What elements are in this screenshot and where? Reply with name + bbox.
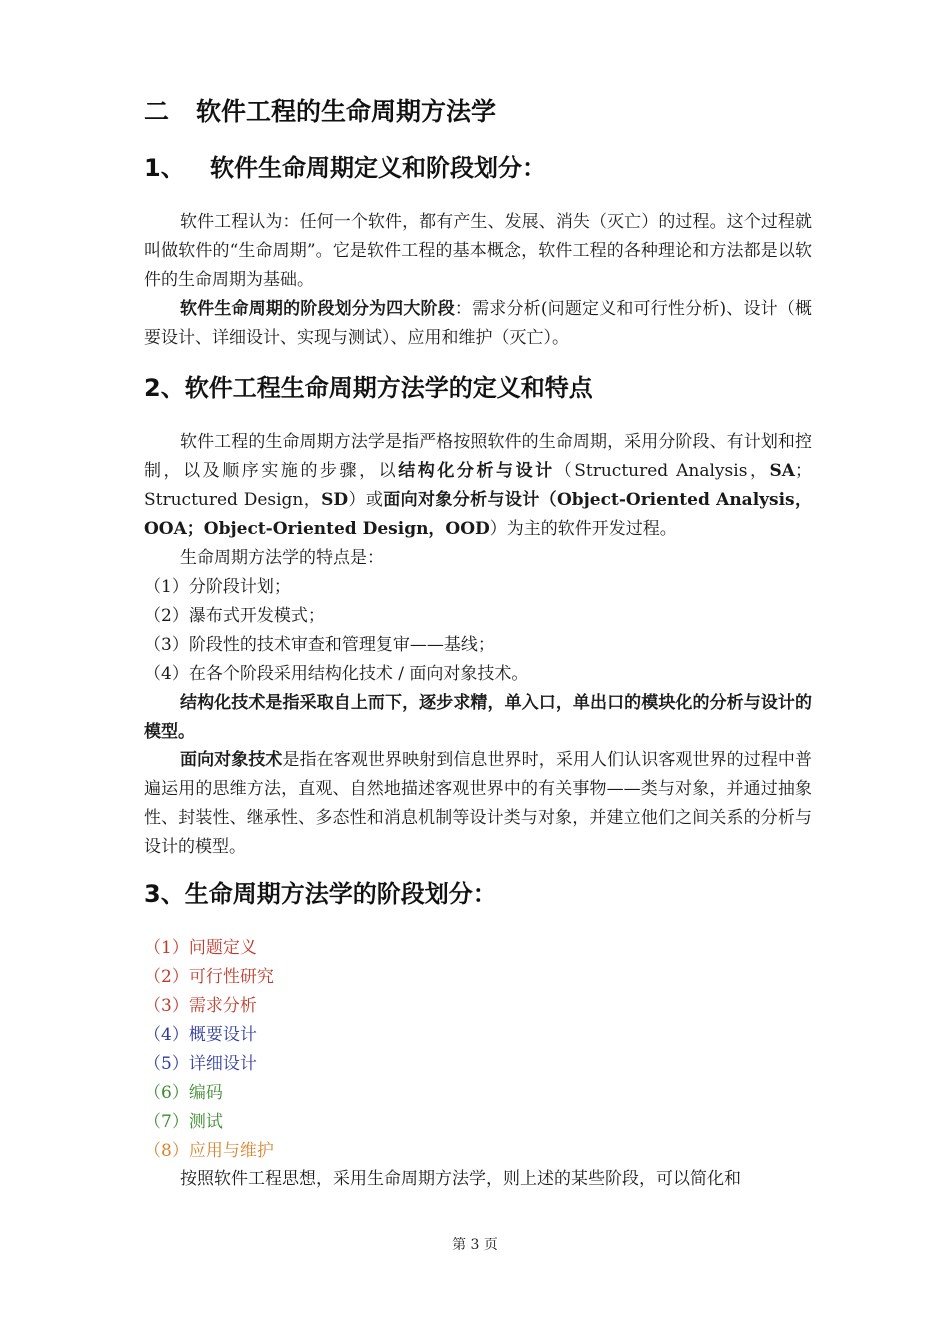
list-item: （3）需求分析 (144, 996, 257, 1016)
page-number: 第 3 页 (452, 1237, 498, 1253)
methodology-definition-paragraph (144, 428, 812, 544)
section-title: 软件工程的生命周期方法学 (196, 97, 497, 126)
lifecycle-definition-paragraph: 软件工程认为：任何一个软件，都有产生、发展、消失（灭亡）的过程。这个过程就叫做软件的“生命周期”。它是软件工程的基本概念，软件工程的各种理论和方法都是以软件的生命周期为基础。 (144, 212, 812, 290)
methodology-sd-bold: SD (321, 490, 349, 510)
methodology-text-e: ；Structured Design， (144, 461, 812, 510)
subsection-2-heading: 2、软件工程生命周期方法学的定义和特点 (144, 374, 593, 402)
subsection-1-title: 软件生命周期定义和阶段划分： (210, 154, 546, 182)
list-item: （5）详细设计 (144, 1054, 257, 1074)
list-item: （3）阶段性的技术审查和管理复审——基线； (144, 635, 495, 655)
oo-technique-paragraph (144, 746, 812, 862)
section-heading (144, 92, 496, 128)
list-item: （4）在各个阶段采用结构化技术 / 面向对象技术。 (144, 664, 529, 684)
phases-list (144, 934, 812, 1166)
stage-division-bold: 软件生命周期的阶段划分为四大阶段 (180, 299, 455, 319)
section-number: 二 (144, 97, 170, 126)
methodology-sa-bold: SA (769, 461, 795, 481)
structured-technique-definition: 结构化技术是指采取自上而下，逐步求精，单入口，单出口的模块化的分析与设计的模型。 (144, 693, 812, 742)
closing-paragraph: 按照软件工程思想，采用生命周期方法学，则上述的某些阶段，可以简化和 (180, 1169, 741, 1189)
list-item: （2）瀑布式开发模式； (144, 606, 325, 626)
methodology-oo-bold: 面向对象分析与设计（Object-Oriented Analysis，OOA；Object-Oriented Design，OOD (144, 490, 812, 539)
methodology-text-i: ）为主的软件开发过程。 (489, 519, 677, 539)
stage-division-text: ：需求分析(问题定义和可行性分析)、设计（概要设计、详细设计、实现与测试）、应用和维护（灭亡）。 (144, 299, 813, 348)
list-item: （1）问题定义 (144, 938, 257, 958)
list-item: （1）分阶段计划； (144, 577, 291, 597)
methodology-text-g: ）或 (348, 490, 384, 510)
oo-technique-bold: 面向对象技术 (180, 750, 283, 770)
list-item: （7）测试 (144, 1112, 223, 1132)
subsection-1-number: 1、 (144, 154, 185, 182)
list-item: （6）编码 (144, 1083, 223, 1103)
subsection-3-heading: 3、生命周期方法学的阶段划分： (144, 880, 497, 908)
oo-technique-text: 是指在客观世界映射到信息世界时，采用人们认识客观世界的过程中普遍运用的思维方法，直观、自然地描述客观世界中的有关事物——类与对象，并通过抽象性、封装性、继承性、多态性和消息机制等设计类与对象，并建立他们之间关系的分析与设计的模型。 (144, 750, 812, 857)
stage-division-paragraph (144, 295, 812, 353)
list-item: （4）概要设计 (144, 1025, 257, 1045)
list-item: （8）应用与维护 (144, 1141, 274, 1161)
methodology-structured-bold: 结构化分析与设计 (398, 461, 555, 481)
methodology-text-a: 软件工程的生命周期方法学是指严格按照软件的生命周期，采用分阶段、有计划和控制，以及顺序实施的步骤，以 (144, 432, 812, 481)
subsection-1-heading (144, 148, 546, 183)
features-intro: 生命周期方法学的特点是： (180, 548, 384, 568)
features-list (144, 573, 812, 689)
methodology-text-c: （Structured Analysis， (554, 461, 770, 481)
list-item: （2）可行性研究 (144, 967, 274, 987)
